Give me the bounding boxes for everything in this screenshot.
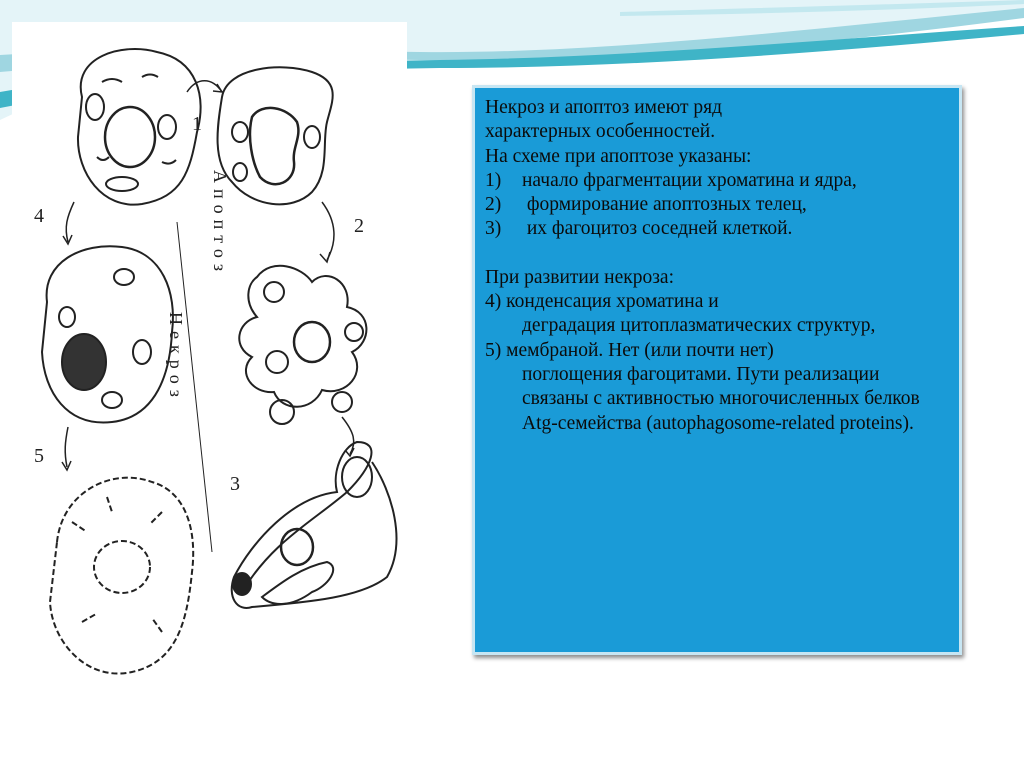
necrosis-item-5-first-line: 5) мембраной. Нет (или почти нет) (485, 339, 774, 361)
item-number: 2) (485, 194, 502, 216)
cell-stage-5 (50, 478, 193, 674)
stage-number-1: 1 (192, 113, 202, 135)
necrosis-item-4-first-line: 4) конденсация хроматина и (485, 291, 719, 313)
stage-number-4: 4 (34, 205, 44, 227)
cell-normal (78, 49, 201, 205)
apoptosis-item-1 (485, 169, 949, 193)
stage-number-3: 3 (230, 473, 240, 495)
apoptosis-vertical-label: Апоптоз (210, 170, 230, 278)
item-text: начало фрагментации хроматина и ядра, (522, 169, 857, 191)
apoptosis-item-2 (485, 193, 949, 217)
apoptosis-item-3 (485, 217, 949, 241)
cell-death-diagram (12, 22, 407, 767)
necrosis-item-5-continuation: поглощения фагоцитами. Пути реализации связаны с активностью многочисленных белков Atg-семейства (autophagosome-related proteins). (522, 363, 920, 434)
cell-stage-4 (42, 246, 173, 422)
cell-stage-1 (218, 67, 333, 204)
intro-line-1: Некроз и апоптоз имеют ряд (485, 97, 722, 118)
cell-stage-2 (239, 266, 366, 424)
necrosis-heading: При развитии некроза: (485, 266, 675, 288)
stage-number-2: 2 (354, 215, 364, 237)
item-number: 3) (485, 218, 502, 240)
item-text: формирование апоптозных телец, (522, 194, 807, 216)
apoptosis-heading: На схеме при апоптозе указаны: (485, 145, 752, 167)
item-number: 1) (485, 169, 502, 191)
necrosis-item-4-continuation: деградация цитоплазматических структур, (522, 315, 876, 337)
stage-number-5: 5 (34, 445, 44, 467)
description-panel (472, 85, 962, 655)
intro-line-2: характерных особенностей. (485, 121, 716, 143)
cell-stage-3 (232, 442, 397, 608)
item-text: их фагоцитоз соседней клеткой. (522, 218, 793, 240)
necrosis-vertical-label: Некроз (166, 312, 186, 403)
